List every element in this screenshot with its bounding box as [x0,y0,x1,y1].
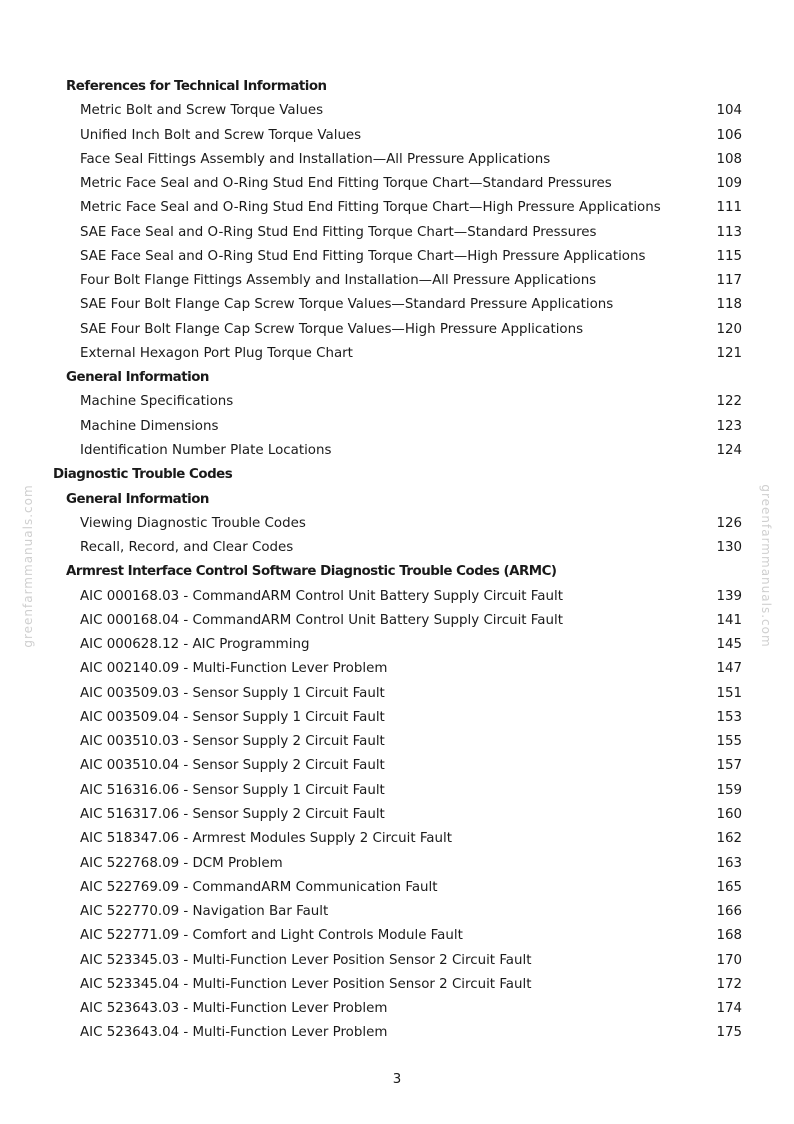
toc-entry-page: 163 [716,855,742,871]
toc-entry-title: Machine Specifications [80,394,234,410]
toc-entry-title: Armrest Interface Control Software Diagnostic Trouble Codes (ARMC) [66,564,557,580]
toc-entry-page: 147 [716,661,742,677]
toc-entry[interactable] [0,439,794,463]
toc-entry[interactable] [0,512,794,536]
toc-entry-page: 174 [716,1001,742,1017]
toc-entry[interactable] [0,269,794,293]
toc-entry[interactable] [0,997,794,1021]
toc-entry[interactable] [0,633,794,657]
toc-entry[interactable] [0,949,794,973]
toc-entry-title: Metric Face Seal and O-Ring Stud End Fitting Torque Chart—High Pressure Applications [80,200,661,216]
toc-entry-page: 104 [716,103,742,119]
toc-entry[interactable] [0,876,794,900]
toc-entry-page: 172 [716,976,742,992]
toc-entry-title: Diagnostic Trouble Codes [53,467,233,483]
toc-subheading[interactable] [0,75,794,99]
toc-entry-page: 122 [716,394,742,410]
toc-entry-page: 175 [716,1025,742,1041]
toc-entry[interactable] [0,536,794,560]
toc-entry-page: 155 [716,734,742,750]
toc-entry-page: 108 [716,151,742,167]
toc-entry[interactable] [0,827,794,851]
toc-entry-page: 106 [716,127,742,143]
toc-entry-title: AIC 516316.06 - Sensor Supply 1 Circuit Fault [80,782,385,798]
toc-entry-title: Viewing Diagnostic Trouble Codes [80,515,306,531]
watermark-left: greenfarmmanuals.com [21,484,35,648]
toc-entry[interactable] [0,585,794,609]
toc-entry-title: AIC 518347.06 - Armrest Modules Supply 2 Circuit Fault [80,831,452,847]
toc-entry-title: AIC 003509.04 - Sensor Supply 1 Circuit Fault [80,709,385,725]
toc-entry-title: AIC 516317.06 - Sensor Supply 2 Circuit Fault [80,806,385,822]
toc-entry[interactable] [0,682,794,706]
toc-entry-page: 113 [716,224,742,240]
toc-entry[interactable] [0,99,794,123]
toc-entry-title: General Information [66,491,209,507]
toc-entry[interactable] [0,924,794,948]
toc-heading[interactable] [0,463,794,487]
toc-entry-title: AIC 522770.09 - Navigation Bar Fault [80,904,329,920]
toc-subheading[interactable] [0,560,794,584]
toc-entry-title: Metric Bolt and Screw Torque Values [80,103,324,119]
toc-entry-title: AIC 002140.09 - Multi-Function Lever Problem [80,661,388,677]
toc-entry-title: AIC 522768.09 - DCM Problem [80,855,283,871]
toc-entry-page: 126 [716,515,742,531]
toc-entry-title: General Information [66,370,209,386]
toc-entry[interactable] [0,779,794,803]
toc-entry-title: AIC 523345.04 - Multi-Function Lever Position Sensor 2 Circuit Fault [80,976,532,992]
toc-entry-page: 153 [716,709,742,725]
toc-entry-title: Face Seal Fittings Assembly and Installation—All Pressure Applications [80,151,551,167]
toc-entry[interactable] [0,657,794,681]
toc-entry-title: AIC 523345.03 - Multi-Function Lever Position Sensor 2 Circuit Fault [80,952,532,968]
toc-entry[interactable] [0,196,794,220]
toc-entry-title: AIC 000628.12 - AIC Programming [80,637,310,653]
toc-entry-page: 151 [716,685,742,701]
toc-entry-page: 139 [716,588,742,604]
toc-entry-title: Metric Face Seal and O-Ring Stud End Fitting Torque Chart—Standard Pressures [80,176,612,192]
toc-entry-title: AIC 003509.03 - Sensor Supply 1 Circuit Fault [80,685,385,701]
toc-entry-page: 160 [716,806,742,822]
toc-entry-page: 130 [716,540,742,556]
toc-entry-page: 111 [716,200,742,216]
toc-entry[interactable] [0,124,794,148]
watermark-right: greenfarmmanuals.com [759,484,773,648]
toc-entry[interactable] [0,390,794,414]
toc-entry[interactable] [0,221,794,245]
toc-entry[interactable] [0,706,794,730]
toc-entry-page: 162 [716,831,742,847]
toc-entry-page: 159 [716,782,742,798]
toc-entry-title: AIC 522771.09 - Comfort and Light Controls Module Fault [80,928,463,944]
toc-entry-page: 115 [716,248,742,264]
toc-entry-title: AIC 003510.04 - Sensor Supply 2 Circuit Fault [80,758,385,774]
table-of-contents [0,75,794,1046]
toc-entry-title: AIC 003510.03 - Sensor Supply 2 Circuit Fault [80,734,385,750]
toc-entry-title: Four Bolt Flange Fittings Assembly and Installation—All Pressure Applications [80,273,597,289]
toc-entry[interactable] [0,900,794,924]
toc-entry-title: AIC 000168.04 - CommandARM Control Unit Battery Supply Circuit Fault [80,612,563,628]
toc-entry-title: Identification Number Plate Locations [80,442,332,458]
toc-entry-title: References for Technical Information [66,79,327,94]
toc-entry[interactable] [0,245,794,269]
toc-entry[interactable] [0,609,794,633]
toc-entry[interactable] [0,293,794,317]
toc-entry-title: Unified Inch Bolt and Screw Torque Values [80,127,362,143]
toc-entry-title: Machine Dimensions [80,418,219,434]
toc-entry-page: 157 [716,758,742,774]
toc-entry-page: 141 [716,612,742,628]
toc-entry-title: SAE Face Seal and O-Ring Stud End Fitting Torque Chart—High Pressure Applications [80,248,646,264]
toc-entry-page: 121 [716,345,742,361]
toc-entry-page: 170 [716,952,742,968]
toc-entry-title: AIC 000168.03 - CommandARM Control Unit Battery Supply Circuit Fault [80,588,563,604]
toc-entry[interactable] [0,852,794,876]
toc-entry-page: 145 [716,637,742,653]
toc-subheading[interactable] [0,488,794,512]
toc-subheading[interactable] [0,366,794,390]
toc-entry[interactable] [0,754,794,778]
toc-entry[interactable] [0,318,794,342]
toc-entry-page: 117 [716,273,742,289]
toc-entry-title: AIC 523643.03 - Multi-Function Lever Problem [80,1001,388,1017]
toc-entry[interactable] [0,1021,794,1045]
toc-entry-page: 109 [716,176,742,192]
toc-entry-title: SAE Four Bolt Flange Cap Screw Torque Values—High Pressure Applications [80,321,584,337]
toc-entry[interactable] [0,803,794,827]
toc-entry-page: 165 [716,879,742,895]
toc-entry-page: 166 [716,904,742,920]
toc-entry-title: External Hexagon Port Plug Torque Chart [80,345,353,361]
toc-entry[interactable] [0,730,794,754]
toc-entry-page: 124 [716,442,742,458]
toc-entry-title: SAE Four Bolt Flange Cap Screw Torque Values—Standard Pressure Applications [80,297,614,313]
toc-entry[interactable] [0,342,794,366]
toc-entry-title: AIC 522769.09 - CommandARM Communication Fault [80,879,438,895]
toc-entry[interactable] [0,973,794,997]
toc-entry[interactable] [0,415,794,439]
toc-entry-page: 123 [716,418,742,434]
page-number: 3 [392,1072,402,1087]
toc-entry[interactable] [0,172,794,196]
toc-entry-page: 120 [716,321,742,337]
toc-entry-title: Recall, Record, and Clear Codes [80,540,294,556]
toc-entry[interactable] [0,148,794,172]
toc-entry-title: SAE Face Seal and O-Ring Stud End Fitting Torque Chart—Standard Pressures [80,224,597,240]
toc-entry-page: 118 [716,297,742,313]
toc-entry-page: 168 [716,928,742,944]
toc-entry-title: AIC 523643.04 - Multi-Function Lever Problem [80,1025,388,1041]
